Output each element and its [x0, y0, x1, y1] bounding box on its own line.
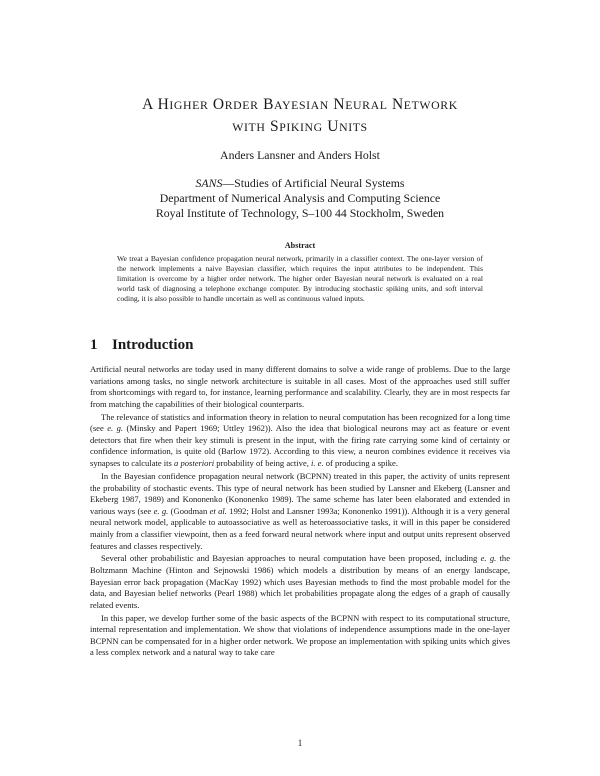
- affiliation-line-1: SANS—Studies of Artificial Neural Systems: [195, 176, 405, 190]
- section-title: Introduction: [112, 337, 194, 353]
- title-word: NETWORK: [392, 96, 458, 113]
- affiliation-line-3: Royal Institute of Technology, S–100 44 Stockholm, Sweden: [155, 206, 445, 220]
- paper-title-line-1: [0, 95, 600, 115]
- title-word: A: [142, 96, 154, 113]
- page-number: 1: [297, 738, 303, 748]
- section-number: 1: [90, 337, 98, 353]
- section-heading: [90, 337, 193, 354]
- title-word: HIGHER: [157, 96, 209, 113]
- paragraph: Several other probabilistic and Bayesian approaches to neural computation have been proposed, including e. g. the Boltzmann Machine (Hinton and Sejnowski 1986) which models a distribution by means of an energy landscape, Bayesian error back propagation (MacKay 1992) which uses Bayesian methods to find the most probable model for the data, and Bayesian belief networks (Pearl 1988) which let probabilities propagate along the edges of a graph of causally related events.: [90, 553, 510, 610]
- paragraph: Artificial neural networks are today used in many different domains to solve a wide range of problems. Due to the large variations among tasks, no single network architecture is suitable in all cases. Most of the approaches used still suffer from shortcomings with regard to, for instance, learning performance and scalability. Clearly, they are in most respects far from matching the capabilities of their biological counterparts.: [90, 364, 510, 409]
- abstract-text: We treat a Bayesian confidence propagation neural network, primarily in a classifier context. The one-layer version of the network implements a naive Bayesian classifier, which requires the input attributes to be independent. This limitation is overcome by a higher order network. The higher order Bayesian neural network is evaluated on a real world task of diagnosing a telephone exchange computer. By introducing stochastic spiking units, and soft interval coding, it is also possible to handle uncertain as well as continuous valued inputs.: [117, 254, 483, 303]
- abstract-heading: Abstract: [284, 241, 316, 250]
- title-word: ORDER: [212, 96, 259, 113]
- title-word: UNITS: [327, 118, 368, 135]
- section-body: [90, 364, 510, 660]
- title-word: SPIKING: [269, 118, 323, 135]
- affiliation-line-2: Department of Numerical Analysis and Computing Science: [159, 191, 441, 205]
- title-word: WITH: [232, 120, 266, 134]
- paragraph: The relevance of statistics and information theory in relation to neural computation has been recognized for a long time (see e. g. (Minsky and Papert 1969; Uttley 1962)). Also the idea that biological neurons may act as feature or event detectors that fire when their key stimuli is present in the input, with the firing rate carrying some kind of certainty or confidence information, is quite old (Barlow 1972). According to this view, a neuron combines evidence it receives via synapses to calculate its a posteriori probability of being active, i. e. of producing a spike.: [90, 411, 510, 469]
- title-word: NEURAL: [333, 96, 388, 113]
- author-list: Anders Lansner and Anders Holst: [220, 148, 380, 162]
- paragraph: In this paper, we develop further some of the basic aspects of the BCPNN with respect to its computational structure, internal representation and implementation. We show that violations of independence assumptions made in the one-layer BCPNN can be compensated for in a higher order network. We propose an implementation with spiking units which gives a less complex network and a natural way to take care: [90, 612, 510, 658]
- affiliation: [0, 176, 600, 221]
- paragraph: In the Bayesian confidence propagation neural network (BCPNN) treated in this paper, the activity of units represent the probability of stochastic events. This type of neural network has been studied by Lansner and Ekeberg (Lansner and Ekeberg 1987, 1989) and Kononenko (Kononenko 1989). The same scheme has later been elaborated and extended in various ways (see e. g. (Goodman et al. 1992; Holst and Lansner 1993a; Kononenko 1991)). Although it is a very general neural network model, applicable to autoassociative as well as heteroassociative tasks, it will in this paper be considered mainly from a classifier viewpoint, then as a feed forward neural network where input and output units represent observed features and classes respectively.: [90, 470, 511, 551]
- paper-title-line-2: [0, 117, 600, 137]
- title-word: BAYESIAN: [263, 96, 329, 113]
